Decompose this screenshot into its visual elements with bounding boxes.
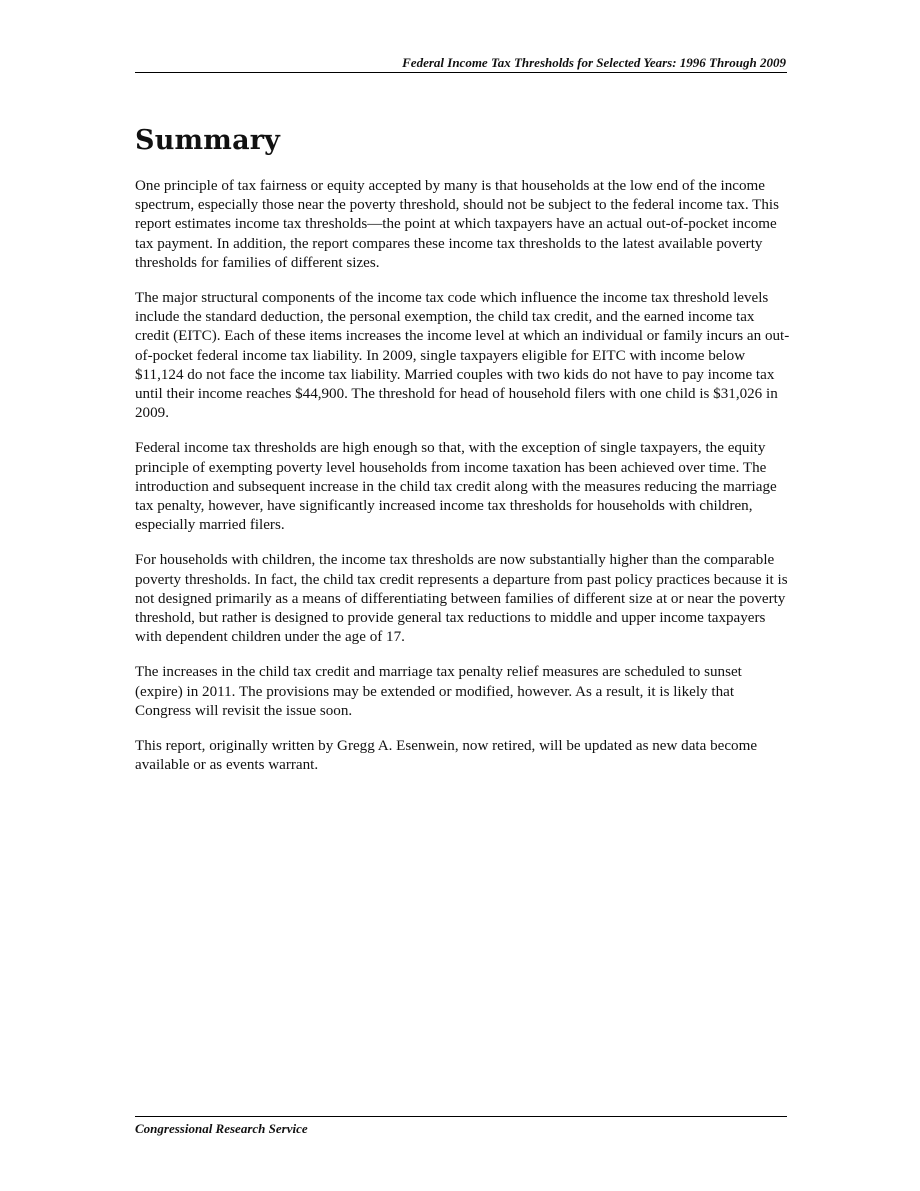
summary-paragraph-5: The increases in the child tax credit and marriage tax penalty relief measures are scheduled to sunset (expire) in 2011. The provisions may be extended or modified, however. As a result, it is likely that Congress will revisit the issue soon.	[135, 664, 742, 719]
summary-paragraph-1: One principle of tax fairness or equity accepted by many is that households at the low end of the income spectrum, especially those near the poverty threshold, should not be subject to the federal income tax. This report estimates income tax thresholds—the point at which taxpayers have an actual out-of-pocket income tax payment. In addition, the report compares these income tax thresholds to the latest available poverty thresholds for families of different sizes.	[135, 178, 779, 271]
section-title: Summary	[135, 125, 281, 156]
header-divider	[135, 72, 787, 73]
summary-body	[135, 177, 790, 791]
footer-divider	[135, 1116, 787, 1117]
running-header: Federal Income Tax Thresholds for Selected Years: 1996 Through 2009	[402, 55, 786, 70]
summary-paragraph-3: Federal income tax thresholds are high enough so that, with the exception of single taxpayers, the equity principle of exempting poverty level households from income taxation has been achieved over time. The introduction and subsequent increase in the child tax credit along with the measures reducing the marriage tax penalty, however, have significantly increased income tax thresholds for households with children, especially married filers.	[135, 440, 777, 534]
summary-paragraph-2: The major structural components of the income tax code which influence the income tax threshold levels include the standard deduction, the personal exemption, the child tax credit, and the earned income tax credit (EITC). Each of these items increases the income level at which an individual or family incurs an out-of-pocket federal income tax liability. In 2009, single taxpayers eligible for EITC with income below $11,124 do not face the income tax liability. Married couples with two kids do not have to pay income tax until their income reaches $44,900. The threshold for head of household filers with one child is $31,026 in 2009.	[135, 290, 790, 422]
summary-paragraph-4: For households with children, the income tax thresholds are now substantially higher than the comparable poverty thresholds. In fact, the child tax credit represents a departure from past policy practices because it is not designed primarily as a means of differentiating between families of different size at or near the poverty threshold, but rather is designed to provide general tax reductions to middle and upper income taxpayers with dependent children under the age of 17.	[135, 552, 788, 646]
summary-paragraph-6: This report, originally written by Gregg A. Esenwein, now retired, will be updated as new data become available or as events warrant.	[135, 738, 758, 774]
footer-organization: Congressional Research Service	[135, 1121, 308, 1136]
